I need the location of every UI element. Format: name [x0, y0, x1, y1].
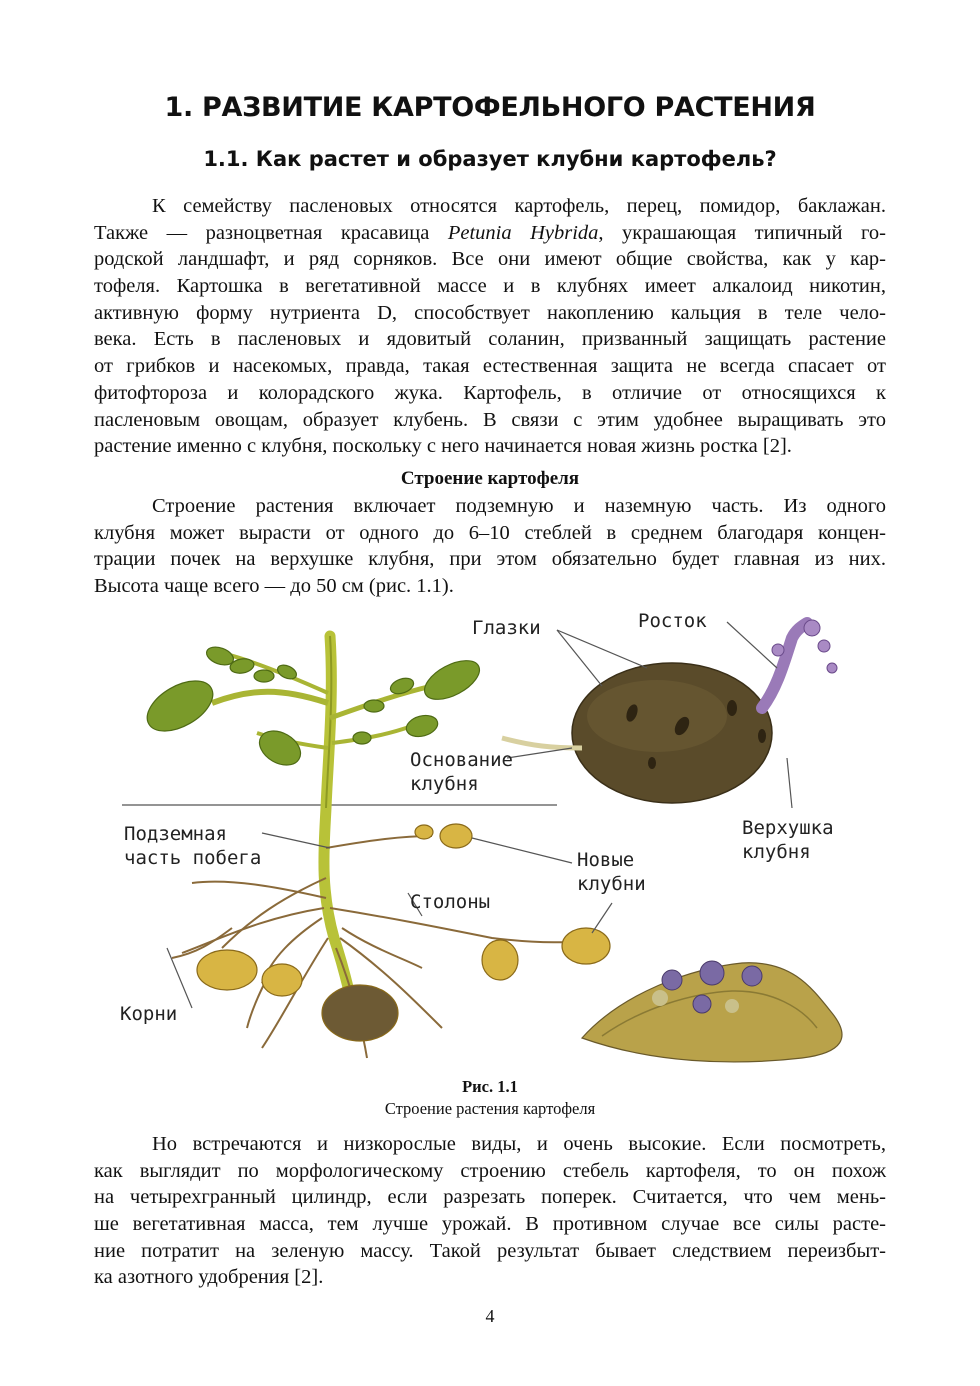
text-line: ше вегетативная масса, тем лучше урожай. В противном случае все силы расте- — [94, 1213, 886, 1236]
tuber-base-stolon — [502, 738, 582, 748]
paragraph-structure — [94, 493, 886, 600]
potato-plant-figure — [112, 608, 872, 1073]
cut-tuber-sprout — [700, 961, 724, 985]
cut-tuber-sprout — [742, 966, 762, 986]
figure-caption: Строение растения картофеля — [384, 1099, 596, 1118]
leader-line — [557, 630, 602, 686]
figure-number: Рис. 1.1 — [462, 1077, 518, 1096]
new-tuber — [440, 824, 472, 848]
leaf — [254, 670, 274, 682]
text-line: растение именно с клубня, поскольку с него начинается новая жизнь ростка [2]. — [94, 435, 792, 458]
text-line: на четырехгранный цилиндр, если разрезать поперек. Считается, что чем мень- — [94, 1186, 886, 1209]
stolon — [326, 836, 432, 848]
new-tuber — [415, 825, 433, 839]
leaf — [418, 653, 485, 708]
label-stolons: Столоны — [410, 891, 491, 913]
chapter-heading: 1. РАЗВИТИЕ КАРТОФЕЛЬНОГО РАСТЕНИЯ — [164, 92, 816, 123]
leaf — [404, 712, 440, 740]
sprout — [762, 623, 807, 708]
leaf — [364, 700, 384, 712]
text-line: Строение растения включает подземную и наземную часть. Из одного — [152, 495, 886, 517]
new-tuber — [262, 964, 302, 996]
tuber-highlight — [587, 680, 727, 752]
text-line: пасленовым овощам, образует клубень. В связи с этим удобнее выращивать это — [94, 408, 886, 431]
branch — [332, 726, 412, 743]
new-tuber — [197, 950, 257, 990]
cut-tuber-sprout — [662, 970, 682, 990]
root — [192, 882, 326, 898]
text-line: Высота чаще всего — до 50 см (рис. 1.1). — [94, 575, 454, 598]
text-line: ка азотного удобрения [2]. — [94, 1266, 324, 1289]
new-tuber — [482, 940, 518, 980]
tuber-eye — [648, 757, 656, 769]
new-tuber — [562, 928, 610, 964]
branch — [212, 692, 328, 703]
structure-heading: Строение картофеля — [400, 468, 580, 489]
label-tuber-base: Основание клубня — [410, 749, 513, 795]
text-line: клубня может вырасти от одного до 6–10 стеблей в среднем благодаря концен- — [94, 521, 886, 544]
text-line: трации почек на верхушке клубня, при этом обязательно будет главная из них. — [94, 548, 886, 571]
sprout-bud — [818, 640, 830, 652]
label-roots: Корни — [120, 1003, 178, 1025]
text-fragment: , украшающая типичный го- — [598, 221, 886, 244]
text-line: Но встречаются и низкорослые виды, и очень высокие. Если посмотреть, — [152, 1133, 886, 1155]
leaf — [139, 671, 221, 742]
leader-line — [727, 622, 777, 668]
text-fragment: разноцветная красавица — [205, 221, 430, 244]
text-line: К семейству пасленовых относятся картофель, перец, помидор, баклажан. — [152, 195, 886, 217]
paragraph-stem — [94, 1131, 886, 1291]
sprout-bud — [827, 663, 837, 673]
leader-line — [557, 630, 647, 668]
leaf — [253, 724, 306, 772]
text-line: фитофтороза и колорадского жука. Картофель, в отличие от относящихся к — [94, 381, 886, 404]
page-number: 4 — [485, 1306, 495, 1326]
label-new-tubers: Новые клубни — [577, 849, 646, 895]
text-line: от грибков и насекомых, правда, такая естественная защита не всегда спасает от — [94, 355, 886, 378]
stolon — [222, 878, 326, 948]
sprout-bud — [804, 620, 820, 636]
sprout-bud — [772, 644, 784, 656]
text-line: века. Есть в пасленовых и ядовитый соланин, призванный защищать растение — [94, 328, 886, 351]
label-tuber-top: Верхушка клубня — [742, 817, 834, 863]
mother-tuber — [322, 985, 398, 1041]
label-underground-shoot: Подземная часть побега — [124, 823, 262, 869]
leader-line — [472, 838, 572, 863]
text-line — [94, 220, 886, 247]
text-line: как выглядит по морфологическому строению стебель картофеля, то он похож — [94, 1159, 886, 1182]
tuber-eye — [727, 700, 737, 716]
leaf — [353, 732, 371, 744]
tuber-eye — [758, 729, 766, 743]
cut-tuber-sprout — [693, 995, 711, 1013]
leader-line — [592, 903, 612, 933]
text-line: активную форму нутриента D, способствует накоплению кальция в теле чело- — [94, 301, 886, 324]
label-sprout: Росток — [638, 610, 707, 632]
cut-tuber-bud — [725, 999, 739, 1013]
cut-tuber-bud — [652, 990, 668, 1006]
paragraph-intro — [94, 193, 886, 460]
leader-line — [787, 758, 792, 808]
text-line: ние потратит на зеленую массу. Такой результат бывает следствием переизбыт- — [94, 1239, 886, 1262]
section-heading: 1.1. Как растет и образует клубни картофель? — [203, 147, 777, 171]
text-fragment: Также — — [94, 221, 206, 244]
label-eyes: Глазки — [472, 617, 541, 639]
leader-line — [507, 748, 572, 758]
species-name: Petunia Hybrida — [447, 221, 599, 244]
text-line: тофеля. Картошка в вегетативной массе и в клубнях имеет алкалоид никотин, — [94, 275, 886, 298]
text-line: родской ландшафт, и ряд сорняков. Все они имеют общие свойства, как у кар- — [94, 248, 886, 271]
